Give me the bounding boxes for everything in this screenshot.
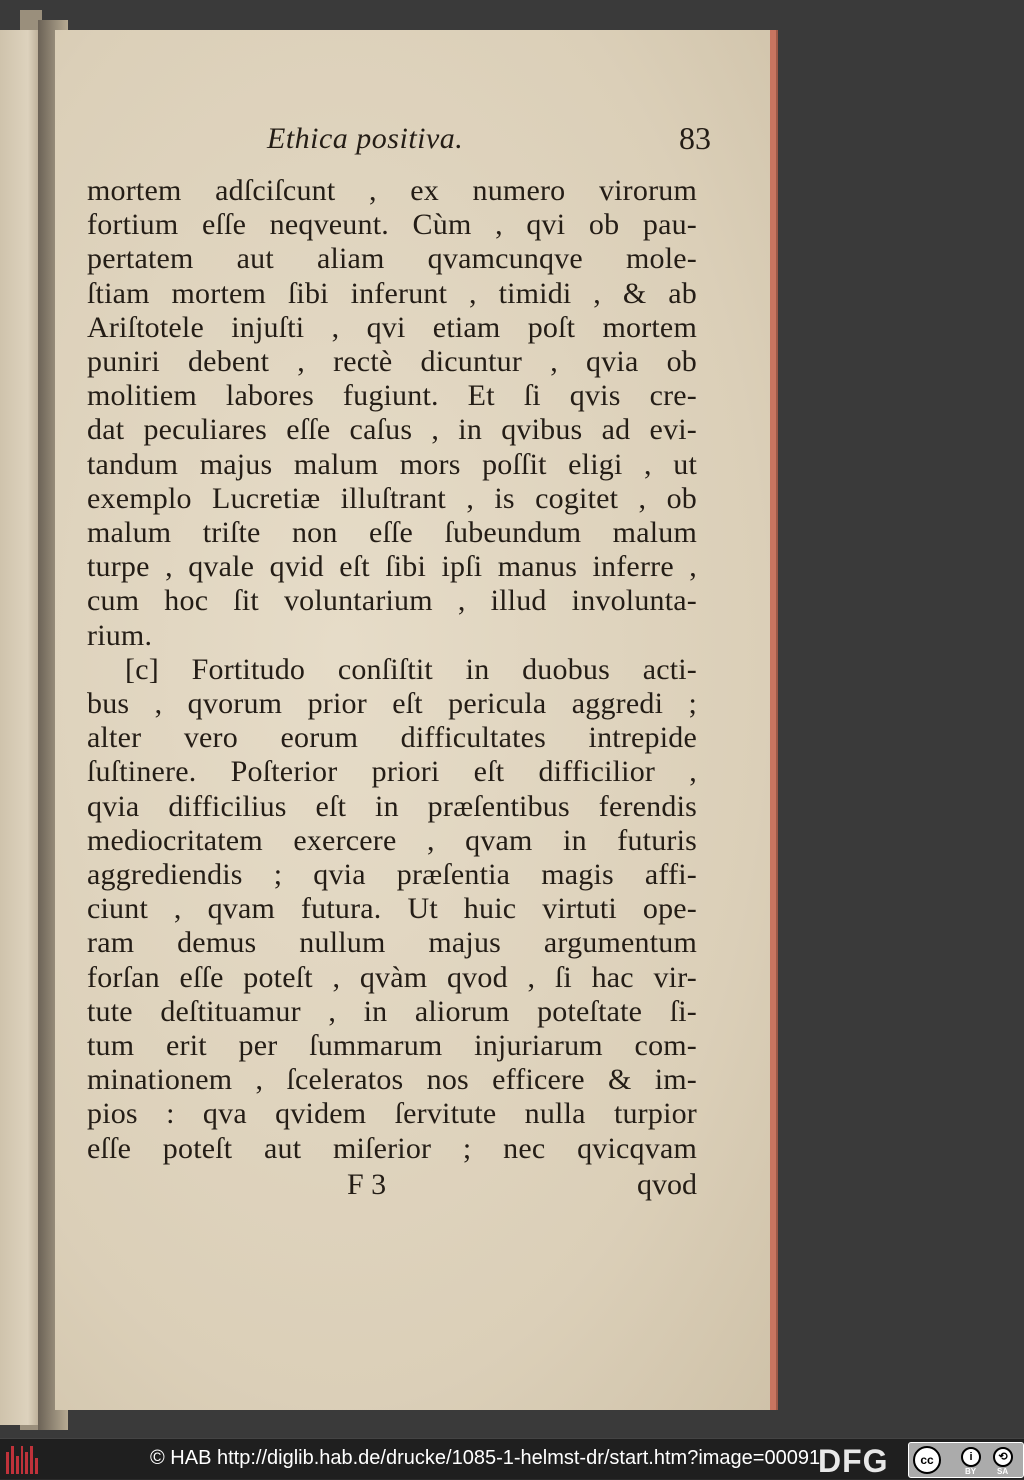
book-page <box>55 30 776 1410</box>
copyright-link[interactable]: © HAB http://diglib.hab.de/drucke/1085-1-helmst-dr/start.htm?image=00091 <box>150 1447 821 1469</box>
text-line: forſan eſſe poteſt , qvàm qvod , ſi hac vir- <box>87 960 697 994</box>
attribution-icon: i <box>961 1447 981 1467</box>
text-line: cum hoc ſit voluntarium , illud involunta- <box>87 584 697 618</box>
by-label: BY <box>965 1467 977 1476</box>
text-line: exemplo Lucretiæ illuſtrant , is cogitet , ob <box>87 481 697 515</box>
text-line: molitiem labores fugiunt. Et ſi qvis cre- <box>87 379 697 413</box>
text-line: dat peculiares eſſe caſus , in qvibus ad evi- <box>87 413 697 447</box>
text-line: tute deſtituamur , in aliorum poteſtate ſi- <box>87 994 697 1028</box>
text-line: eſſe poteſt aut miſerior ; nec qvicqvam <box>87 1131 697 1165</box>
text-line: pios : qva qvidem ſervitute nulla turpior <box>87 1097 697 1131</box>
sa-label: SA <box>997 1467 1009 1476</box>
text-line: mortem adſciſcunt , ex numero virorum <box>87 174 697 207</box>
body-text <box>87 174 697 1166</box>
text-line: qvia difficilius eſt in præſentibus ferendis <box>87 789 697 823</box>
text-line: ſtiam mortem ſibi inferunt , timidi , & ab <box>87 276 697 310</box>
text-line: tum erit per ſummarum injuriarum com- <box>87 1029 697 1063</box>
text-line: mediocritatem exercere , qvam in futuris <box>87 823 697 857</box>
left-page-strip <box>0 30 40 1425</box>
viewer-footer <box>0 1438 1024 1479</box>
signature-mark: F 3 <box>347 1167 387 1201</box>
text-line: ciunt , qvam futura. Ut huic virtuti ope- <box>87 892 697 926</box>
text-line: aggrediendis ; qvia præſentia magis affi- <box>87 858 697 892</box>
page-content <box>87 120 711 1208</box>
cc-icon: cc <box>913 1446 941 1474</box>
text-line: rium. <box>87 618 153 652</box>
text-line: Ariſtotele injuſti , qvi etiam poſt mortem <box>87 310 697 344</box>
text-line: tandum majus malum mors poſſit eligi , ut <box>87 447 697 481</box>
text-line: pertatem aut aliam qvamcunqve mole- <box>87 242 697 276</box>
page-number: 83 <box>679 120 711 156</box>
catchword: qvod <box>637 1167 697 1201</box>
text-line: puniri debent , rectè dicuntur , qvia ob <box>87 345 697 379</box>
text-line: malum triſte non eſſe ſubeundum malum <box>87 516 697 550</box>
hab-logo-icon[interactable] <box>6 1444 38 1474</box>
text-line: ſuſtinere. Poſterior priori eſt difficilior , <box>87 755 697 789</box>
page-header <box>87 120 711 164</box>
dfg-logo[interactable]: DFG <box>818 1443 889 1479</box>
text-line: turpe , qvale qvid eſt ſibi ipſi manus inferre , <box>87 550 697 584</box>
text-line: bus , qvorum prior eſt pericula aggredi ; <box>87 687 697 721</box>
share-alike-icon: ⟲ <box>993 1447 1013 1467</box>
text-line: alter vero eorum difficultates intrepide <box>87 721 697 755</box>
page-footer <box>87 1168 697 1208</box>
text-line: ram demus nullum majus argumentum <box>87 926 697 960</box>
running-head: Ethica positiva. <box>267 122 464 155</box>
text-line: minationem , ſceleratos nos efficere & im- <box>87 1063 697 1097</box>
text-line: [c] Fortitudo conſiſtit in duobus acti- <box>125 652 697 686</box>
cc-license-badge[interactable] <box>908 1442 1024 1478</box>
text-line: fortium eſſe neqveunt. Cùm , qvi ob pau- <box>87 208 697 242</box>
